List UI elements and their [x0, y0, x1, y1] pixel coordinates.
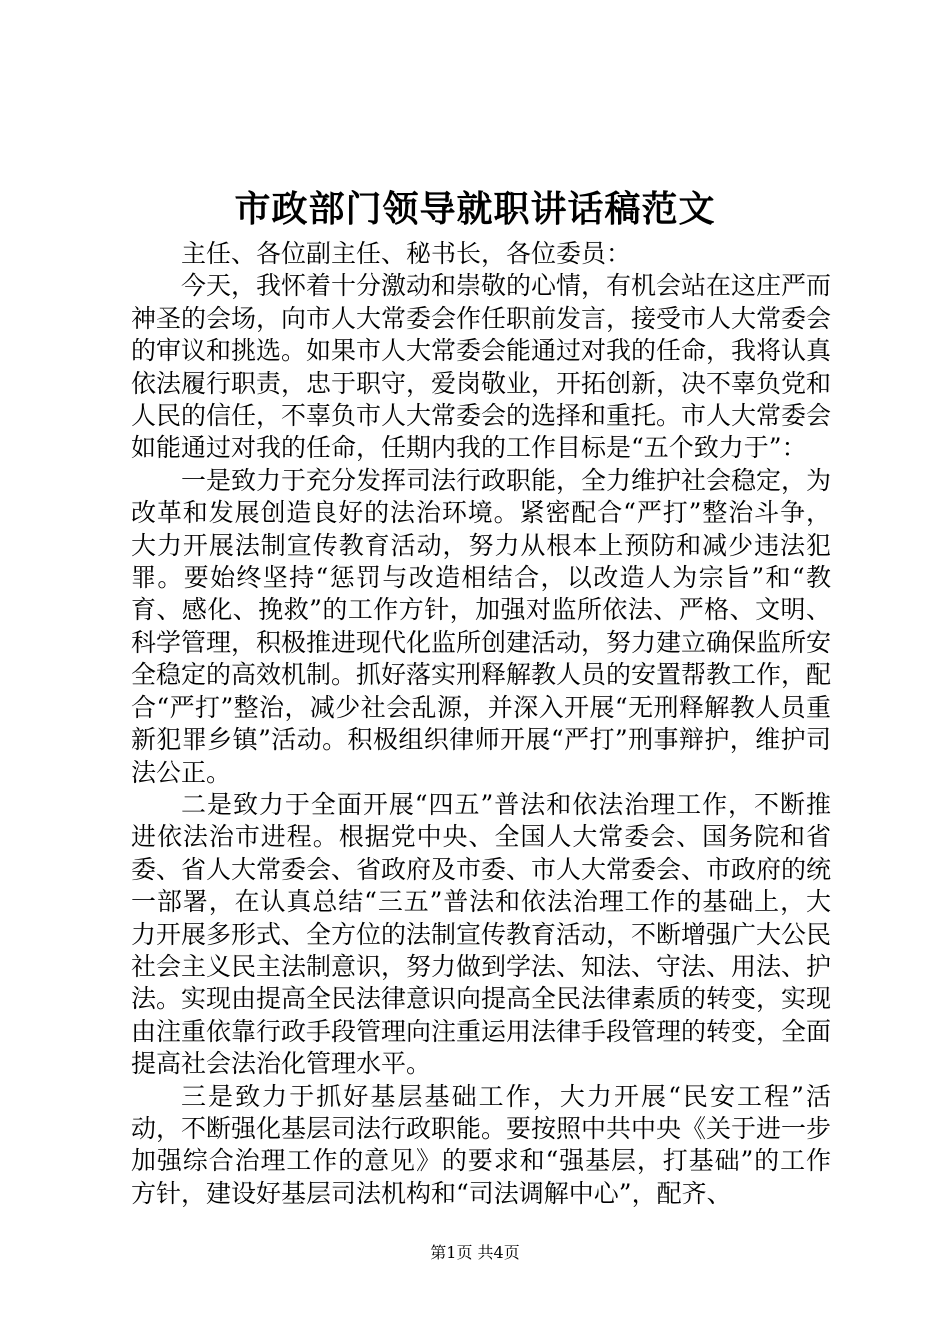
document-body	[131, 238, 831, 1210]
goal-two-paragraph: 二是致力于全面开展“四五”普法和依法治理工作，不断推进依法治市进程。根据党中央、全国人大常委会、国务院和省委、省人大常委会、省政府及市委、市人大常委会、市政府的统一部署，在认真总结“三五”普法和依法治理工作的基础上，大力开展多形式、全方位的法制宣传教育活动，不断增强广大公民社会主义民主法制意识，努力做到学法、知法、守法、用法、护法。实现由提高全民法律意识向提高全民法律素质的转变，实现由注重依靠行政手段管理向注重运用法律手段管理的转变，全面提高社会法治化管理水平。	[131, 789, 832, 1079]
document-title: 市政部门领导就职讲话稿范文	[234, 188, 716, 230]
page-number-footer: 第1页 共4页	[430, 1243, 520, 1262]
goal-three-paragraph: 三是致力于抓好基层基础工作，大力开展“民安工程”活动，不断强化基层司法行政职能。要按照中共中央《关于进一步加强综合治理工作的意见》的要求和“强基层，打基础”的工作方针，建设好基层司法机构和“司法调解中心”，配齐、	[131, 1081, 832, 1208]
opening-paragraph: 今天，我怀着十分激动和崇敬的心情，有机会站在这庄严而神圣的会场，向市人大常委会作任职前发言，接受市人大常委会的审议和挑选。如果市人大常委会能通过对我的任命，我将认真依法履行职责，忠于职守，爱岗敬业，开拓创新，决不辜负党和人民的信任，不辜负市人大常委会的选择和重托。市人大常委会如能通过对我的任命，任期内我的工作目标是“五个致力于”：	[131, 271, 832, 463]
salutation-paragraph: 主任、各位副主任、秘书长，各位委员：	[181, 239, 632, 268]
goal-one-paragraph: 一是致力于充分发挥司法行政职能，全力维护社会稳定，为改革和发展创造良好的法治环境。紧密配合“严打”整治斗争，大力开展法制宣传教育活动，努力从根本上预防和减少违法犯罪。要始终坚持“惩罚与改造相结合，以改造人为宗旨”和“教育、感化、挽救”的工作方针，加强对监所依法、严格、文明、科学管理，积极推进现代化监所创建活动，努力建立确保监所安全稳定的高效机制。抓好落实刑释解教人员的安置帮教工作，配合“严打”整治，减少社会乱源，并深入开展“无刑释解教人员重新犯罪乡镇”活动。积极组织律师开展“严打”刑事辩护，维护司法公正。	[131, 465, 832, 787]
